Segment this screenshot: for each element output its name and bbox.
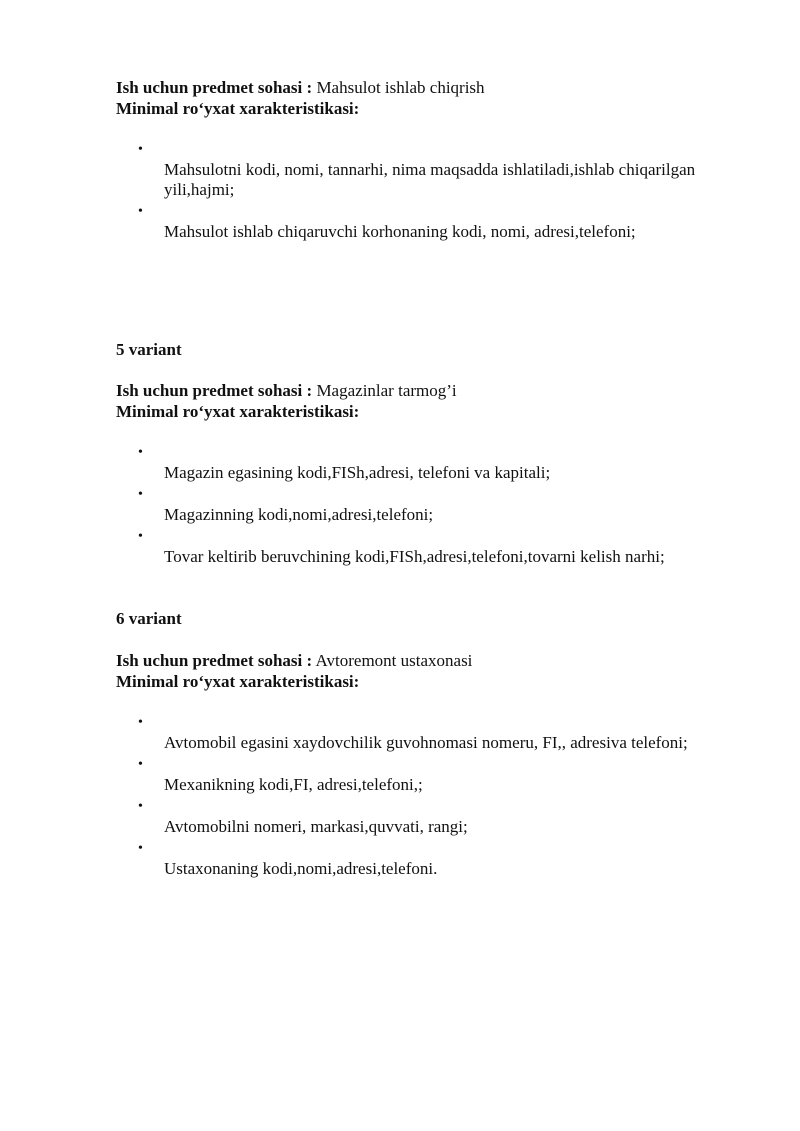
bullet-icon: • (138, 841, 143, 856)
list-item: Magazin egasining kodi,FISh,adresi, telefoni va kapitali; (164, 463, 551, 482)
list-label: Minimal ro‘yxat xarakteristikasi: (116, 672, 360, 691)
list-item: Avtomobilni nomeri, markasi,quvvati, rangi; (164, 817, 468, 836)
bullet-icon: • (138, 715, 143, 730)
subject-label: Ish uchun predmet sohasi : (116, 651, 313, 670)
subject-value: Mahsulot ishlab chiqrish (316, 78, 485, 97)
subject-line (116, 78, 485, 98)
subject-label: Ish uchun predmet sohasi : (116, 381, 313, 400)
bullet-icon: • (138, 204, 143, 219)
section-heading: 5 variant (116, 340, 182, 359)
list-label: Minimal ro‘yxat xarakteristikasi: (116, 402, 360, 421)
bullet-icon: • (138, 445, 143, 460)
list-item: Magazinning kodi,nomi,adresi,telefoni; (164, 505, 434, 524)
section-heading: 6 variant (116, 609, 182, 628)
list-label: Minimal ro‘yxat xarakteristikasi: (116, 99, 360, 118)
bullet-icon: • (138, 487, 143, 502)
bullet-icon: • (138, 799, 143, 814)
list-item: Mahsulot ishlab chiqaruvchi korhonaning kodi, nomi, adresi,telefoni; (164, 222, 636, 241)
subject-label: Ish uchun predmet sohasi : (116, 78, 313, 97)
subject-value: Avtoremont ustaxonasi (315, 651, 473, 670)
list-item: Mahsulotni kodi, nomi, tannarhi, nima maqsadda ishlatiladi,ishlab chiqarilgan yili,hajmi; (164, 160, 696, 199)
subject-value: Magazinlar tarmog’i (316, 381, 457, 400)
bullet-icon: • (138, 757, 143, 772)
list-item: Mexanikning kodi,FI, adresi,telefoni,; (164, 775, 423, 794)
list-item: Avtomobil egasini xaydovchilik guvohnomasi nomeru, FI,, adresiva telefoni; (164, 733, 688, 752)
subject-line (116, 381, 457, 401)
list-item: Ustaxonaning kodi,nomi,adresi,telefoni. (164, 859, 438, 878)
bullet-icon: • (138, 142, 143, 157)
bullet-icon: • (138, 529, 143, 544)
subject-line (116, 651, 472, 671)
list-item: Tovar keltirib beruvchining kodi,FISh,adresi,telefoni,tovarni kelish narhi; (164, 547, 665, 566)
